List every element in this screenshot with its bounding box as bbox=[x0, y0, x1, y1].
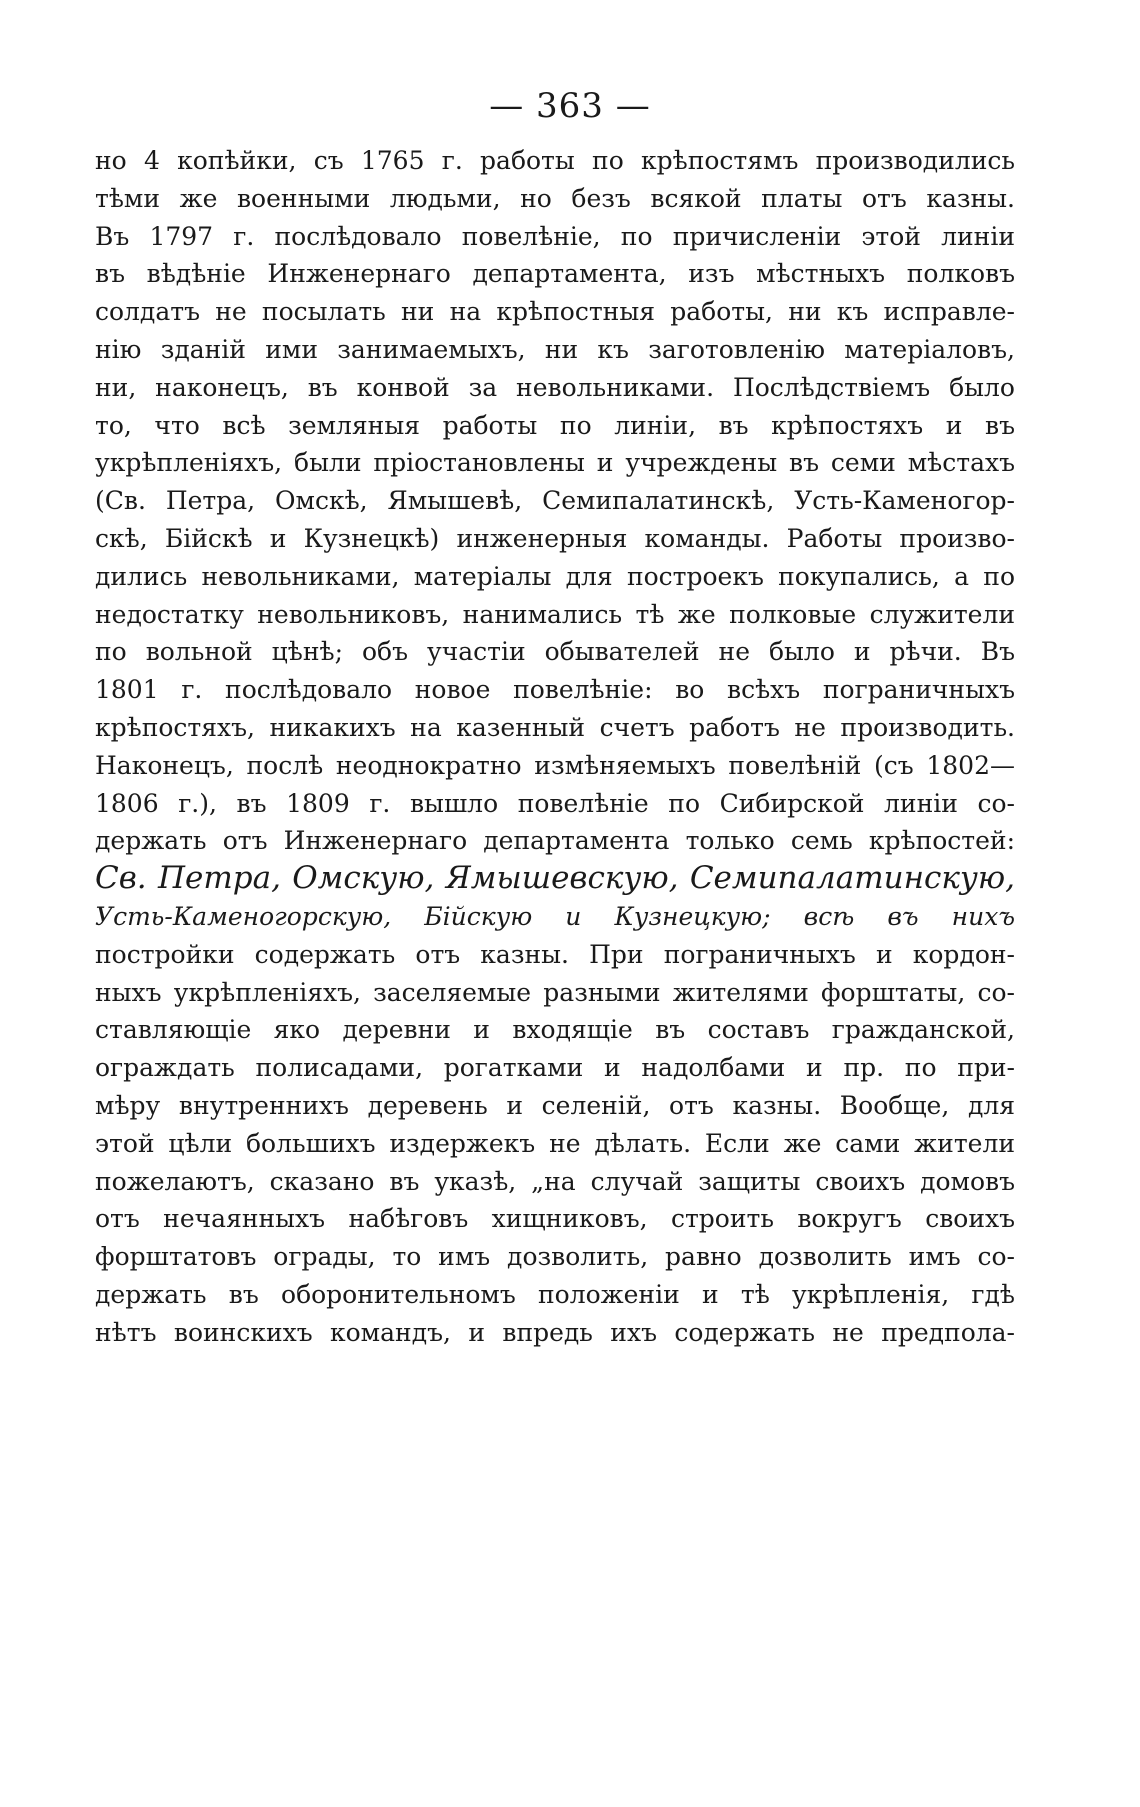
text-line-20-italic: Св. Петра, Омскую, Ямышевскую, Семипалатинскую, bbox=[95, 860, 1015, 897]
text-line-31: держать въ оборонительномъ положеніи и тѣ укрѣпленія, гдѣ bbox=[95, 1279, 1015, 1309]
text-line-21: Усть-Каменогорскую, Бійскую и Кузнецкую; всѣ въ нихъ bbox=[95, 901, 1015, 931]
text-line-26: мѣру внутреннихъ деревень и селеній, отъ казны. Вообще, для bbox=[95, 1090, 1015, 1120]
text-line-28: пожелаютъ, сказано въ указѣ, „на случай защиты своихъ домовъ bbox=[95, 1166, 1015, 1196]
text-line-8: то, что всѣ земляныя работы по линіи, въ крѣпостяхъ и въ bbox=[95, 410, 1015, 440]
page-number: — 363 — bbox=[489, 86, 651, 126]
text-line-6: нію зданій ими занимаемыхъ, ни къ заготовленію матеріаловъ, bbox=[95, 334, 1015, 364]
text-line-18: 1806 г.), въ 1809 г. вышло повелѣніе по Сибирской линіи со- bbox=[95, 788, 1015, 818]
text-line-1: но 4 копѣйки, съ 1765 г. работы по крѣпостямъ производились bbox=[95, 146, 1015, 175]
text-line-16: крѣпостяхъ, никакихъ на казенный счетъ работъ не производить. bbox=[95, 712, 1015, 742]
text-line-5: солдатъ не посылать ни на крѣпостныя работы, ни къ исправле- bbox=[95, 297, 1015, 327]
text-line-10: (Св. Петра, Омскѣ, Ямышевѣ, Семипалатинскѣ, Усть-Каменогор- bbox=[95, 486, 1015, 516]
text-line-3: Въ 1797 г. послѣдовало повелѣніе, по причисленіи этой линіи bbox=[95, 221, 1015, 251]
text-line-17: Наконецъ, послѣ неоднократно измѣняемыхъ повелѣній (съ 1802— bbox=[95, 750, 1015, 780]
text-line-11: скѣ, Бійскѣ и Кузнецкѣ) инженерныя команды. Работы произво- bbox=[95, 523, 1015, 553]
text-line-7: ни, наконецъ, въ конвой за невольниками. Послѣдствіемъ было bbox=[95, 372, 1015, 402]
text-line-4: въ вѣдѣніе Инженернаго департамента, изъ мѣстныхъ полковъ bbox=[95, 259, 1015, 289]
text-line-14: по вольной цѣнѣ; объ участіи обывателей не было и рѣчи. Въ bbox=[95, 637, 1015, 667]
text-line-27: этой цѣли большихъ издержекъ не дѣлать. Если же сами жители bbox=[95, 1128, 1015, 1158]
text-line-9: укрѣпленіяхъ, были пріостановлены и учреждены въ семи мѣстахъ bbox=[95, 448, 1015, 478]
text-line-15: 1801 г. послѣдовало новое повелѣніе: во всѣхъ пограничныхъ bbox=[95, 675, 1015, 705]
text-line-32: нѣтъ воинскихъ командъ, и впредь ихъ содержать не предпола- bbox=[95, 1317, 1015, 1347]
text-line-19: держать отъ Инженернаго департамента только семь крѣпостей: bbox=[95, 826, 1015, 856]
text-line-13: недостатку невольниковъ, нанимались тѣ же полковые служители bbox=[95, 599, 1015, 629]
text-line-2: тѣми же военными людьми, но безъ всякой платы отъ казны. bbox=[95, 183, 1015, 213]
body-text bbox=[95, 142, 1015, 1352]
text-line-29: отъ нечаянныхъ набѣговъ хищниковъ, строить вокругъ своихъ bbox=[95, 1204, 1015, 1234]
text-line-12: дились невольниками, матеріалы для построекъ покупались, а по bbox=[95, 561, 1015, 591]
text-line-24: ставляющіе яко деревни и входящіе въ составъ гражданской, bbox=[95, 1015, 1015, 1045]
text-line-30: форштатовъ ограды, то имъ дозволить, равно дозволить имъ со- bbox=[95, 1242, 1015, 1272]
text-line-25: ограждать полисадами, рогатками и надолбами и пр. по при- bbox=[95, 1053, 1015, 1083]
text-line-23: ныхъ укрѣпленіяхъ, заселяемые разными жителями форштаты, со- bbox=[95, 977, 1015, 1007]
text-line-22: постройки содержать отъ казны. При пограничныхъ и кордон- bbox=[95, 939, 1015, 969]
